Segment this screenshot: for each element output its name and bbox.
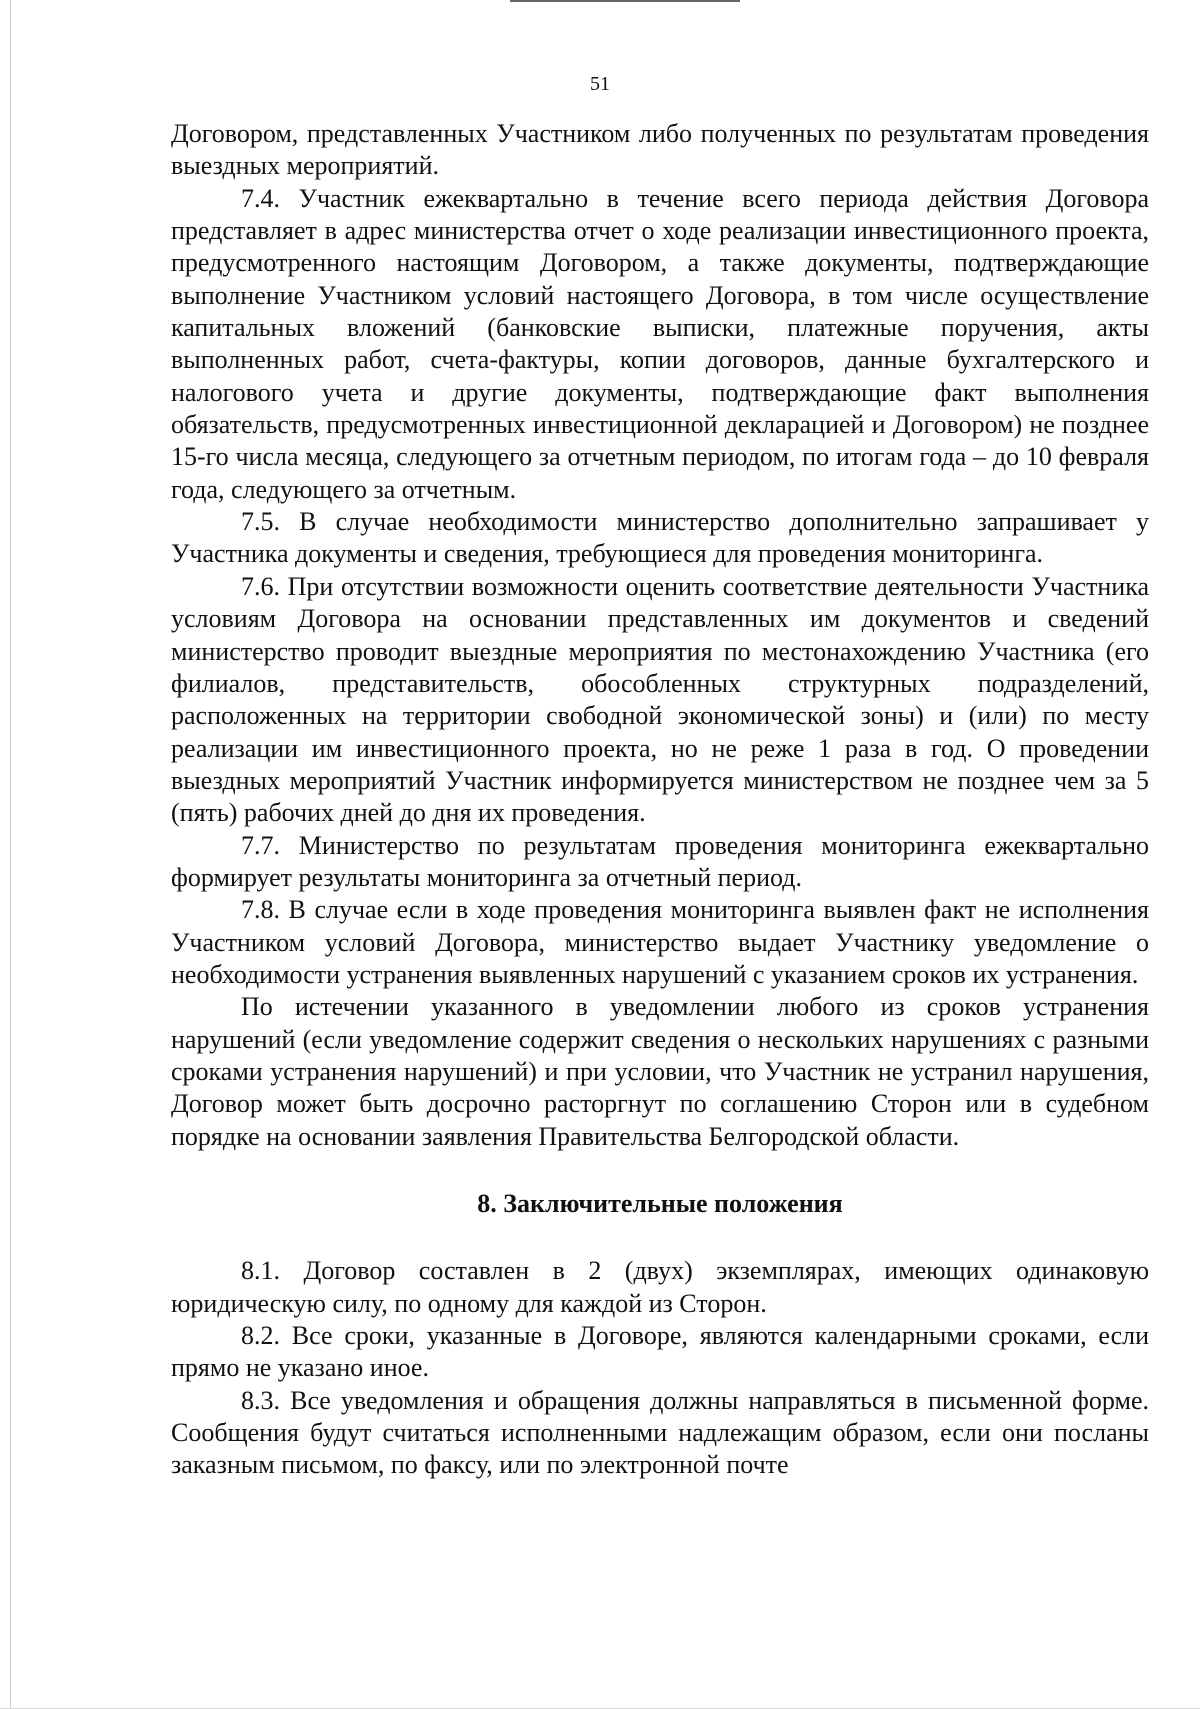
scan-top-edge-line [510, 0, 740, 2]
paragraph-8-3: 8.3. Все уведомления и обращения должны направляться в письменной форме. Сообщения будут считаться исполненными надлежащим образом, если они посланы заказным письмом, по факсу, или по электронной почте [171, 1385, 1149, 1480]
paragraph-7-7: 7.7. Министерство по результатам проведения мониторинга ежеквартально формирует результаты мониторинга за отчетный период. [171, 830, 1149, 892]
page-number: 51 [590, 73, 610, 95]
paragraph-7-8: 7.8. В случае если в ходе проведения мониторинга выявлен факт не исполнения Участником условий Договора, министерство выдает Участнику уведомление о необходимости устранения выявленных нарушений с указанием сроков их устранения. [171, 895, 1149, 989]
paragraph-8-1: 8.1. Договор составлен в 2 (двух) экземплярах, имеющих одинаковую юридическую силу, по одному для каждой из Сторон. [171, 1256, 1149, 1318]
paragraph-termination: По истечении указанного в уведомлении любого из сроков устранения нарушений (если уведомление содержит сведения о нескольких нарушениях с разными сроками устранения нарушений) и при условии, что Участник не устранил нарушения, Договор может быть досрочно расторгнут по соглашению Сторон или в судебном порядке на основании заявления Правительства Белгородской области. [171, 992, 1149, 1151]
paragraph-8-2: 8.2. Все сроки, указанные в Договоре, являются календарными сроками, если прямо не указано иное. [171, 1321, 1149, 1383]
document-body [171, 118, 1149, 1482]
paragraph-7-6: 7.6. При отсутствии возможности оценить соответствие деятельности Участника условиям Договора на основании представленных им документов и сведений министерство проводит выездные мероприятия по местонахождению Участника (его филиалов, представительств, обособленных структурных подразделений, расположенных на территории свободной экономической зоны) и (или) по месту реализации им инвестиционного проекта, но не реже 1 раза в год. О проведении выездных мероприятий Участник информируется министерством не позднее чем за 5 (пять) рабочих дней до дня их проведения. [171, 571, 1149, 828]
paragraph-7-5: 7.5. В случае необходимости министерство дополнительно запрашивает у Участника документы и сведения, требующиеся для проведения мониторинга. [171, 507, 1149, 569]
paragraph-7-4: 7.4. Участник ежеквартально в течение всего периода действия Договора представляет в адрес министерства отчет о ходе реализации инвестиционного проекта, предусмотренного настоящим Договором, а также документы, подтверждающие выполнение Участником условий настоящего Договора, в том числе осуществление капитальных вложений (банковские выписки, платежные поручения, акты выполненных работ, счета-фактуры, копии договоров, данные бухгалтерского и налогового учета и другие документы, подтверждающие факт выполнения обязательств, предусмотренных инвестиционной декларацией и Договором) не позднее 15-го числа месяца, следующего за отчетным периодом, по итогам года – до 10 февраля года, следующего за отчетным. [171, 183, 1149, 504]
section-heading-8: 8. Заключительные положения [477, 1189, 843, 1218]
paragraph-continuation: Договором, представленных Участником либо полученных по результатам проведения выездных мероприятий. [171, 119, 1149, 181]
scan-left-edge-line [10, 0, 11, 1709]
